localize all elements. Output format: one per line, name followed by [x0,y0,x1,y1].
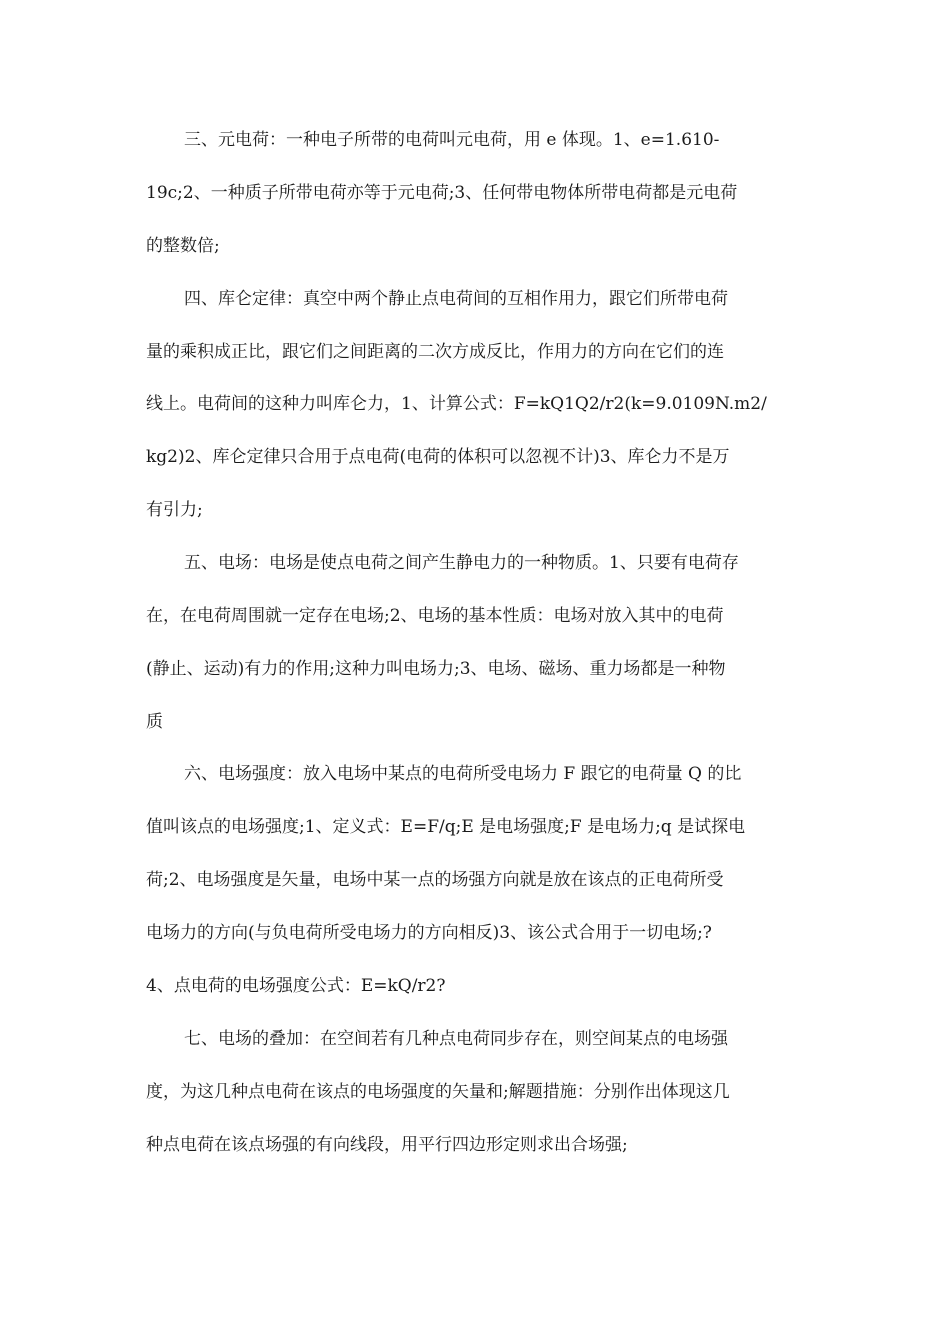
text-line: 五、电场：电场是使点电荷之间产生静电力的一种物质。1、只要有电荷存 [184,553,739,573]
text-line: 值叫该点的电场强度;1、定义式：E=F/q;E 是电场强度;F 是电场力;q 是试探电 [146,817,746,837]
text-line: 质 [146,712,163,732]
text-line: 度，为这几种点电荷在该点的电场强度的矢量和;解题措施：分别作出体现这几 [146,1082,730,1102]
text-line: 六、电场强度：放入电场中某点的电荷所受电场力 F 跟它的电荷量 Q 的比 [184,764,742,784]
text-line: 三、元电荷：一种电子所带的电荷叫元电荷，用 e 体现。1、e=1.610- [184,130,720,150]
text-line: 荷;2、电场强度是矢量，电场中某一点的场强方向就是放在该点的正电荷所受 [146,870,724,890]
text-line: 有引力; [146,500,203,520]
text-line: 在，在电荷周围就一定存在电场;2、电场的基本性质：电场对放入其中的电荷 [146,606,724,626]
text-line: 四、库仑定律：真空中两个静止点电荷间的互相作用力，跟它们所带电荷 [184,289,728,309]
text-line: 19c;2、一种质子所带电荷亦等于元电荷;3、任何带电物体所带电荷都是元电荷 [146,183,738,203]
text-line: 七、电场的叠加：在空间若有几种点电荷同步存在，则空间某点的电场强 [184,1029,728,1049]
text-line: 电场力的方向(与负电荷所受电场力的方向相反)3、该公式合用于一切电场;? [146,923,712,943]
text-line: 4、点电荷的电场强度公式：E=kQ/r2? [146,976,446,996]
text-line: 的整数倍; [146,236,220,256]
text-line: 量的乘积成正比，跟它们之间距离的二次方成反比，作用力的方向在它们的连 [146,342,724,362]
text-line: (静止、运动)有力的作用;这种力叫电场力;3、电场、磁场、重力场都是一种物 [146,659,726,679]
text-line: kg2)2、库仑定律只合用于点电荷(电荷的体积可以忽视不计)3、库仑力不是万 [146,447,730,467]
text-line: 线上。电荷间的这种力叫库仑力，1、计算公式：F=kQ1Q2/r2(k=9.0109N.m2/ [146,394,767,414]
text-line: 种点电荷在该点场强的有向线段，用平行四边形定则求出合场强; [146,1135,628,1155]
